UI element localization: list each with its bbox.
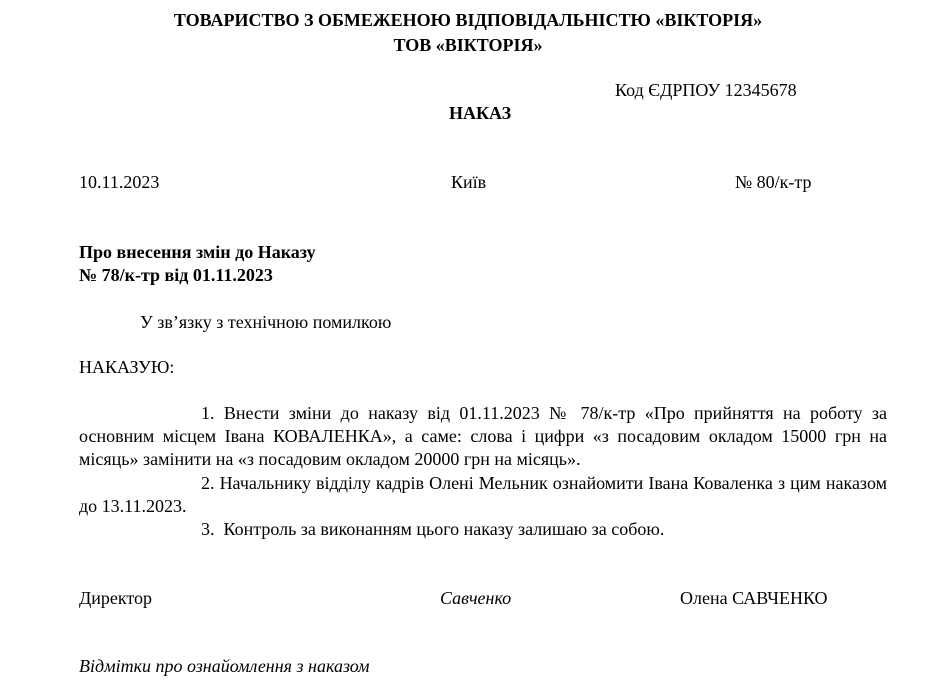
acquaintance-note: Відмітки про ознайомлення з наказом [79,656,370,676]
edrpou-code: Код ЄДРПОУ 12345678 [615,80,797,100]
subject-line-1: Про внесення змін до Наказу [79,242,316,262]
document-date: 10.11.2023 [79,172,160,192]
document-city: Київ [451,172,487,192]
order-item-2 [79,472,887,518]
organization-short-name: ТОВ «ВІКТОРІЯ» [393,35,543,55]
organization-full-name: ТОВАРИСТВО З ОБМЕЖЕНОЮ ВІДПОВІДАЛЬНІСТЮ «ВІКТОРІЯ» [173,10,763,30]
signatory-position: Директор [79,588,153,608]
preamble-text: У зв’язку з технічною помилкою [140,312,392,332]
signature: Савченко [440,588,512,608]
order-item-3 [79,518,887,541]
order-item-1 [79,402,887,471]
signatory-name: Олена САВЧЕНКО [680,588,828,608]
order-item-number: 3. [201,519,215,539]
order-item-text: Внести зміни до наказу від 01.11.2023 № 78/к-тр «Про прийняття на роботу за основним місцем Івана КОВАЛЕНКА», а саме: слова і цифри «з посадовим окладом 15000 грн на місяць» замінити на «з посадовим окладом 20000 грн на місяць». [79,403,888,469]
document-number: № 80/к-тр [735,172,812,192]
order-item-text: Начальнику відділу кадрів Олені Мельник ознайомити Івана Коваленка з цим наказом до 13.11.2023. [79,473,887,516]
subject-line-2: № 78/к-тр від 01.11.2023 [79,265,273,285]
order-keyword: НАКАЗУЮ: [79,357,175,377]
order-item-number: 2. [201,473,215,493]
document-title: НАКАЗ [449,103,512,123]
order-item-text: Контроль за виконанням цього наказу залишаю за собою. [223,519,665,539]
order-item-number: 1. [201,403,215,423]
